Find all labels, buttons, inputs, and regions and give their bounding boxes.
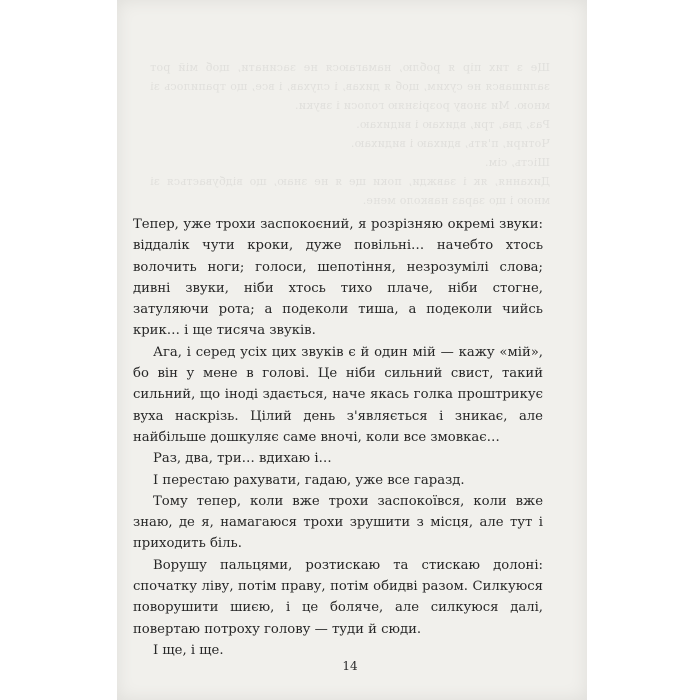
main-text — [133, 214, 543, 661]
paragraph: Ага, і серед усіх цих звуків є й один мій — кажу «мій», бо він у мене в голові. Це ніби сильний свист, такий сильний, що іноді здається, наче якась голка проштрикує вуха наскрізь. Цілий день з'являється і зникає, але найбільше дошкуляє саме вночі, коли все змовкає… — [133, 344, 543, 445]
paragraph: Ворушу пальцями, розтискаю та стискаю долоні: спочатку ліву, потім праву, потім обидві разом. Силкуюся поворушити шиєю, і це боляче, але силкуюся далі, повертаю потроху голову — туди й сюди. — [133, 557, 543, 637]
bleed-through-text: Ще з тих пір я роблю, намагаюся не засинати, щоб мій рот залишався не сухим, щоб я дихав, і слухав, і все, що трапилось зі мною. Ми знову розрізняю голоси і звуки. Раз, два, три, вдихаю і видихаю. Чотири, п'ять, вдихаю і видихаю. Шість, сім. Дихання, як і завжди, поки ще я не знаю, що відбувається зі мною і що зараз навколо мене. — [150, 61, 550, 207]
page-number: 14 — [342, 659, 358, 673]
paragraph: І ще, і ще. — [153, 642, 224, 658]
paragraph: Тому тепер, коли вже трохи заспокоївся, коли вже знаю, де я, намагаюся трохи зрушити з місця, але тут і приходить біль. — [133, 493, 543, 552]
paragraph: Тепер, уже трохи заспокоєний, я розрізняю окремі звуки: віддалік чути кроки, дуже повільні… начебто хтось волочить ноги; голоси, шепотіння, незрозумілі слова; дивні звуки, ніби хтось тихо плаче, ніби стогне, затуляючи рота; а подеколи тиша, а подеколи чийсь крик… і ще тисяча звуків. — [133, 217, 543, 339]
paragraph: І перестаю рахувати, гадаю, уже все гаразд. — [153, 472, 465, 488]
paragraph: Раз, два, три… вдихаю і… — [153, 451, 332, 467]
